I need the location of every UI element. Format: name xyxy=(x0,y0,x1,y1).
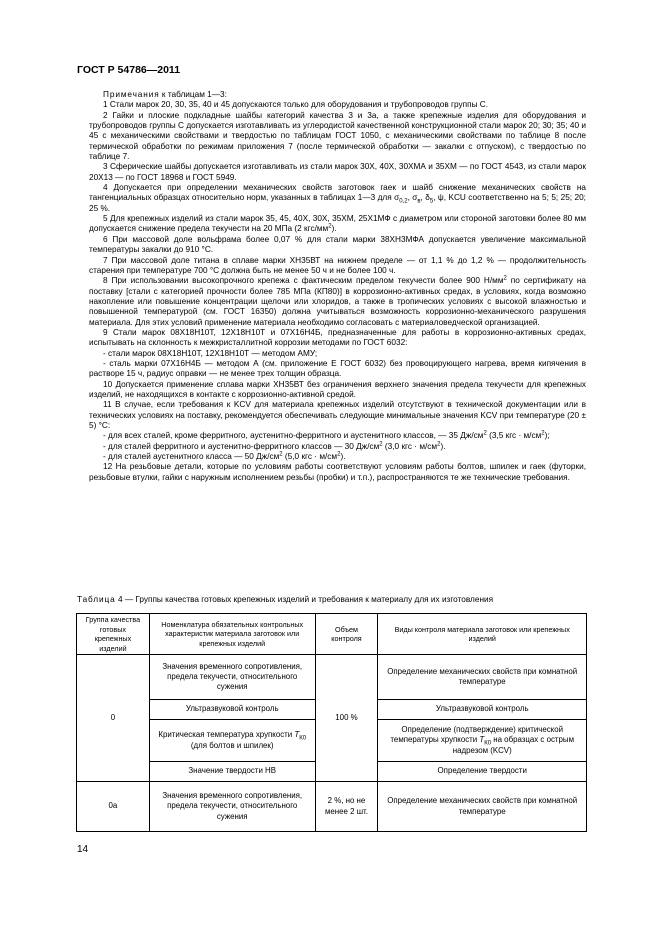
col-header-volume: Объем контроля xyxy=(315,614,378,655)
control-cell: Определение механических свойств при комнатной температуре xyxy=(378,655,587,700)
note-5: 5 Для крепежных изделий из стали марок 35, 45, 40Х, 30Х, 35ХМ, 25Х1МФ с диаметром или стороной заготовки более 80 мм допускается снижение предела текучести на 20 МПа (2 кгс/$мм^2$). xyxy=(89,214,586,234)
note-8: 8 При использовании высокопрочного крепежа с фактическим пределом текучести более 900 $Н/мм^2$ по сертификату на поставку [стали с категорией прочности более 785 МПа (КП80)] в коррозионно-активных средах, в условиях, когда возможно накопление или повышение концентрации щелочи или хлоридов, а также в тропических условиях с высокой влажностью и повышенной температурой (см. ГОСТ 16350) должна учитываться возможность коррозионно-механического разрушения материала. Для этих условий применение материала необходимо согласовать с материаловедческой организацией. xyxy=(89,275,586,327)
control-cell: Ультразвуковой контроль xyxy=(378,700,587,720)
characteristic-cell: Значения временного сопротивления, предела текучести, относительного сужения xyxy=(149,655,315,700)
note-3: 3 Сферические шайбы допускается изготавливать из стали марок 30Х, 40Х, 30ХМА и 35ХМ — по ГОСТ 4543, из стали марок 20Х13 — по ГОСТ 18968 и ГОСТ 5949. xyxy=(89,162,586,182)
note-2: 2 Гайки и плоские подкладные шайбы категорий качества 3 и 3а, а также крепежные изделия для оборудования и трубопроводов группы С допускается изготавливать из углеродистой качественной конструкционной стали марок 20; 30; 35; 40 и 45 с механическими свойствами и твердостью по таблицам ГОСТ 1050, с механическими свойствами по таблице 8 после термической обработки по режимам приложения 7 (после термической обработки — закалки с отпуском), с твердостью по таблице 7. xyxy=(89,110,586,162)
note-11-item-2: - для сталей ферритного и аустенитно-ферритного классов — 30 $Дж/см^2$ (3,0 кгс · $м/см^2$). xyxy=(103,440,446,451)
page-number: 14 xyxy=(77,844,89,855)
note-6: 6 При массовой доле вольфрама более 0,07 % для стали марки 38ХН3МФА допускается увеличение максимальной температуры закалки до 910 °С. xyxy=(89,234,586,255)
characteristic-cell: Значения временного сопротивления, предела текучести, относительного сужения xyxy=(149,782,315,832)
col-header-group: Группа качества готовых крепежных изделий xyxy=(77,614,150,655)
notes-heading: Примечания к таблицам 1—3: xyxy=(103,90,227,99)
note-10: 10 Допускается применение сплава марки ХН35ВТ без ограничения верхнего значения предела текучести для крепежных изделий, не находящихся в контакте с коррозионно-активной средой. xyxy=(89,379,586,399)
note-12: 12 На резьбовые детали, которые по условиям работы соответствуют условиям работы болтов, шпилек и гаек (футорки, резьбовые втулки, гайки с наружным исполнением резьбы (пробки) и т.п.), распространяются те же технические требования. xyxy=(89,462,586,482)
notes-block xyxy=(89,90,586,483)
table-row xyxy=(77,782,587,832)
col-header-control-types: Виды контроля материала заготовок или крепежных изделий xyxy=(378,614,587,655)
volume-cell: 2 %, но не менее 2 шт. xyxy=(315,782,378,832)
characteristic-cell: Критическая температура хрупкости $T_{К0}$ (для болтов и шпилек) xyxy=(149,720,315,762)
volume-cell: 100 % xyxy=(315,655,378,782)
standard-header: ГОСТ Р 54786—2011 xyxy=(77,64,181,76)
note-11: 11 В случае, если требования к KCV для материала крепежных изделий отсутствуют в технической документации или в технических условиях на поставку, рекомендуется обеспечивать следующие минимальные значения KCV при температуре (20 ± 5) °С: xyxy=(89,400,586,430)
quality-groups-table xyxy=(76,613,587,832)
col-header-characteristics: Номенклатура обязательных контрольных характеристик материала заготовок или крепежных изделий xyxy=(149,614,315,655)
group-cell: 0 xyxy=(77,655,150,782)
note-9: 9 Стали марок 08Х18Н10Т, 12Х18Н10Т и 07Х16Н4Б, предназначенные для работы в коррозионно-активных средах, испытывать на склонность к межкристаллитной коррозии методами по ГОСТ 6032: xyxy=(89,327,586,348)
note-11-item-1: - для всех сталей, кроме ферритного, аустенитно-ферритного и аустенитного классов, — 35 $Дж/см^2$ (3,5 кгс · $м/см^2$); xyxy=(103,430,550,441)
control-cell: Определение (подтверждение) критической температуры хрупкости $T_{К0}$ на образцах с острым надрезом (KCV) xyxy=(378,720,587,762)
control-cell: Определение твердости xyxy=(378,762,587,782)
table-caption: Таблица 4 — Группы качества готовых крепежных изделий и требования к материалу для их изготовления xyxy=(77,595,494,604)
note-1: 1 Стали марок 20, 30, 35, 40 и 45 допускаются только для оборудования и трубопроводов группы С. xyxy=(103,100,489,110)
table-header-row xyxy=(77,614,587,655)
note-9-item-2: - сталь марки 07Х16Н4Б — методом А (см. приложение Е ГОСТ 6032) без провоцирующего нагрева, время кипячения в растворе 15 ч, радиус оправки — не менее трех толщин образца. xyxy=(89,358,586,379)
note-7: 7 При массовой доле титана в сплаве марки ХН35ВТ на нижнем пределе — от 1,1 % до 1,2 % — продолжительность старения при температуре 700 °С должна быть не менее 50 ч и не более 100 ч. xyxy=(89,255,586,275)
characteristic-cell: Ультразвуковой контроль xyxy=(149,700,315,720)
note-4: 4 Допускается при определении механических свойств заготовок гаек и шайб снижение механических свойств на тангенциальных образцах относительно норм, указанных в таблицах 1—3 для $\sigma_{0,2}$, $\sigma_в$, $\delta_5$, ψ, KCU соответственно на 5; 5; 25; 20; 25 %. xyxy=(89,183,586,213)
table-row xyxy=(77,655,587,700)
group-cell: 0а xyxy=(77,782,150,832)
characteristic-cell: Значение твердости НВ xyxy=(149,762,315,782)
control-cell: Определение механических свойств при комнатной температуре xyxy=(378,782,587,832)
note-9-item-1: - стали марок 08Х18Н10Т, 12Х18Н10Т — методом АМУ; xyxy=(103,348,318,358)
note-11-item-3: - для сталей аустенитного класса — 50 $Дж/см^2$ (5,0 кгс · $м/см^2$). xyxy=(103,451,346,462)
